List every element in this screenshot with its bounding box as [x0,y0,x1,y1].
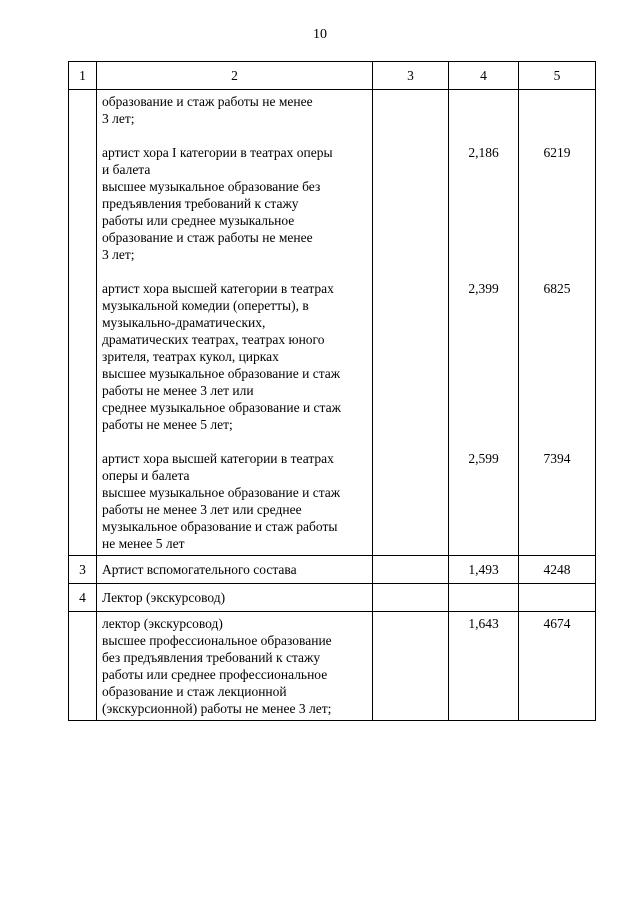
empty-cell [519,584,596,612]
salary-value: 4248 [519,556,596,584]
coefficient-cell [449,90,519,556]
position-cell [97,612,373,721]
salary-value: 6825 [543,281,571,296]
empty-cell [449,584,519,612]
position-cell: Лектор (экскурсовод) [97,584,373,612]
table-row [69,90,596,556]
position-cell [97,90,373,556]
row-number-cell [69,612,97,721]
table-row [69,556,596,584]
salary-value: 7394 [543,451,571,466]
empty-cell [373,90,449,556]
empty-cell [373,584,449,612]
header-col-4: 4 [449,62,519,90]
coefficient-value: 2,186 [468,145,499,160]
coefficient-value: 1,643 [468,616,499,631]
position-block: артист хора I категории в театрах оперы и балета высшее музыкальное образование без предъявления требований к стажу работы или среднее музыкальное образование и стаж работы не менее 3 лет; [102,145,333,262]
position-block: образование и стаж работы не менее 3 лет; [102,94,313,126]
position-block: лектор (экскурсовод) высшее профессиональное образование без предъявления требований к стажу работы или среднее профессиональное образование и стаж лекционной (экскурсионной) работы не менее 3 лет; [102,616,332,716]
header-col-5: 5 [519,62,596,90]
empty-cell [373,612,449,721]
salary-table [68,61,596,721]
salary-value: 4674 [543,616,571,631]
table-row [69,612,596,721]
header-col-2: 2 [97,62,373,90]
empty-cell [373,556,449,584]
position-block: артист хора высшей категории в театрах оперы и балета высшее музыкальное образование и стаж работы не менее 3 лет или среднее музыкальное образование и стаж работы не менее 5 лет [102,451,341,551]
table-header-row [69,62,596,90]
salary-value: 6219 [543,145,571,160]
position-block: артист хора высшей категории в театрах музыкальной комедии (оперетты), в музыкально-драматических, драматических театрах, театрах юного зрителя, театрах кукол, цирках высшее музыкальное образование и стаж работы не менее 3 лет или среднее музыкальное образование и стаж работы не менее 5 лет; [102,281,341,432]
coefficient-value: 2,599 [468,451,499,466]
coefficient-value: 2,399 [468,281,499,296]
row-number-cell [69,90,97,556]
salary-cell [519,612,596,721]
header-col-3: 3 [373,62,449,90]
coefficient-cell [449,612,519,721]
table-row [69,584,596,612]
row-number-cell: 4 [69,584,97,612]
position-cell: Артист вспомогательного состава [97,556,373,584]
coefficient-value: 1,493 [449,556,519,584]
header-col-1: 1 [69,62,97,90]
page-number: 10 [313,27,327,42]
salary-cell [519,90,596,556]
row-number-cell: 3 [69,556,97,584]
